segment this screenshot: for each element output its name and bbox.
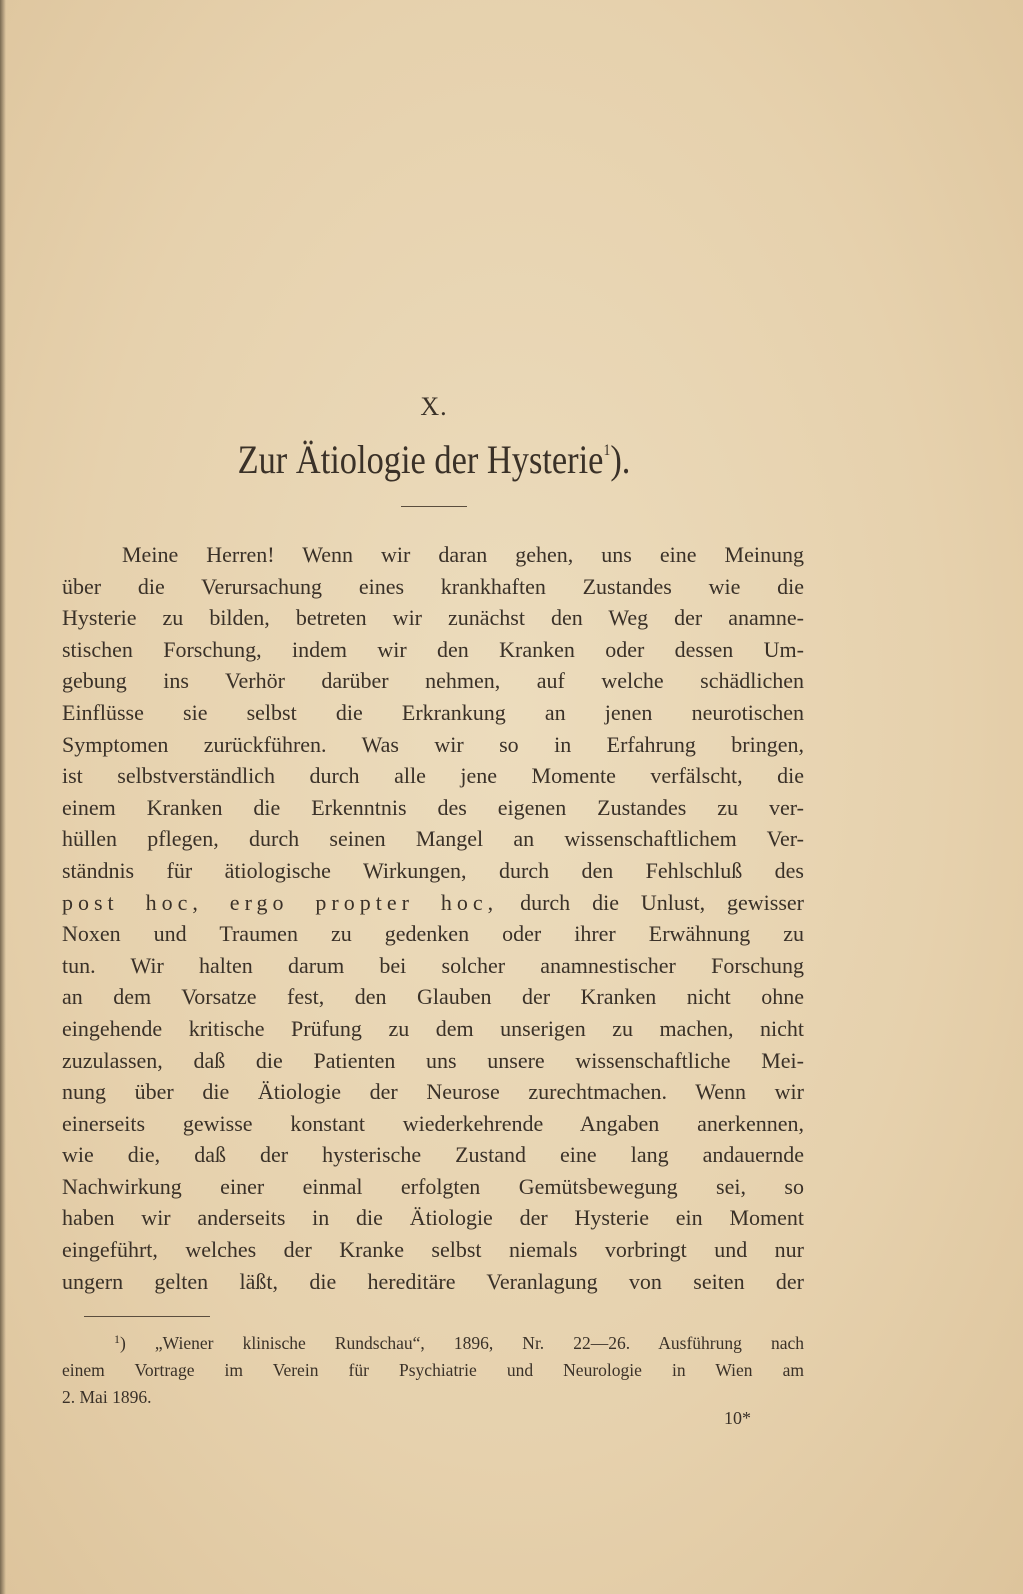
footnote-line-text: ) „Wiener klinische Rundschau“, 1896, Nr. 22—26. Ausführung nach — [120, 1333, 804, 1353]
text-line-rest: durch die Unlust, gewisser — [498, 889, 804, 915]
chapter-title — [61, 436, 807, 483]
footnote — [62, 1326, 804, 1411]
text-line: Symptomen zurückführen. Was wir so in Erfahrung bringen, — [62, 731, 804, 757]
text-line: gebung ins Verhör darüber nehmen, auf welche schädlichen — [62, 668, 804, 694]
footnote-mark: 1 — [114, 1332, 120, 1346]
footnote-divider — [84, 1316, 210, 1317]
text-line: nung über die Ätiologie der Neurose zurechtmachen. Wenn wir — [62, 1079, 804, 1105]
text-line-spaced — [62, 887, 804, 919]
page-edge-shadow — [0, 0, 6, 1594]
text-line: hüllen pflegen, durch seinen Mangel an wissenschaftlichem Ver- — [62, 826, 804, 852]
spaced-latin-phrase: post hoc, ergo propter hoc, — [62, 889, 499, 915]
text-line: Hysterie zu bilden, betreten wir zunächst den Weg der anamne- — [62, 605, 804, 631]
text-line: eingeführt, welches der Kranke selbst niemals vorbringt und nur — [62, 1237, 804, 1263]
text-line: Meine Herren! Wenn wir daran gehen, uns eine Meinung — [122, 542, 804, 567]
text-line: einem Kranken die Erkenntnis des eigenen Zustandes zu ver- — [62, 794, 804, 820]
text-line: an dem Vorsatze fest, den Glauben der Kranken nicht ohne — [62, 984, 804, 1010]
text-line: stischen Forschung, indem wir den Kranken oder dessen Um- — [62, 636, 804, 662]
text-line: ungern gelten läßt, die hereditäre Veranlagung von seiten der — [62, 1268, 804, 1294]
text-line: eingehende kritische Prüfung zu dem unserigen zu machen, nicht — [62, 1015, 804, 1041]
text-line: haben wir anderseits in die Ätiologie der Hysterie ein Moment — [62, 1205, 804, 1231]
text-line: ist selbstverständlich durch alle jene Momente verfälscht, die — [62, 763, 804, 789]
signature-mark: 10* — [724, 1408, 751, 1428]
chapter-title-suffix: ). — [610, 437, 631, 482]
footnote-line: 2. Mai 1896. — [62, 1387, 152, 1407]
text-line: wie die, daß der hysterische Zustand eine lang andauernde — [62, 1142, 804, 1168]
chapter-title-text: Zur Ätiologie der Hysterie — [237, 437, 604, 482]
text-line: tun. Wir halten darum bei solcher anamnestischer Forschung — [62, 952, 804, 978]
title-footnote-mark: 1 — [603, 442, 611, 459]
text-line: Noxen und Traumen zu gedenken oder ihrer Erwähnung zu — [62, 921, 804, 947]
title-divider — [401, 506, 467, 507]
text-line: Einflüsse sie selbst die Erkrankung an jenen neurotischen — [62, 699, 804, 725]
body-paragraph — [62, 539, 804, 1297]
text-line: ständnis für ätiologische Wirkungen, durch den Fehlschluß des — [62, 857, 804, 883]
footnote-line: einem Vortrage im Verein für Psychiatrie und Neurologie in Wien am — [62, 1360, 804, 1380]
text-line: einerseits gewisse konstant wiederkehrende Angaben anerkennen, — [62, 1110, 804, 1136]
text-line: über die Verursachung eines krankhaften Zustandes wie die — [62, 573, 804, 599]
text-line: zuzulassen, daß die Patienten uns unsere wissenschaftliche Mei- — [62, 1047, 804, 1073]
text-line: Nachwirkung einer einmal erfolgten Gemütsbewegung sei, so — [62, 1173, 804, 1199]
footnote-line — [62, 1326, 804, 1357]
chapter-number: X. — [420, 392, 448, 421]
